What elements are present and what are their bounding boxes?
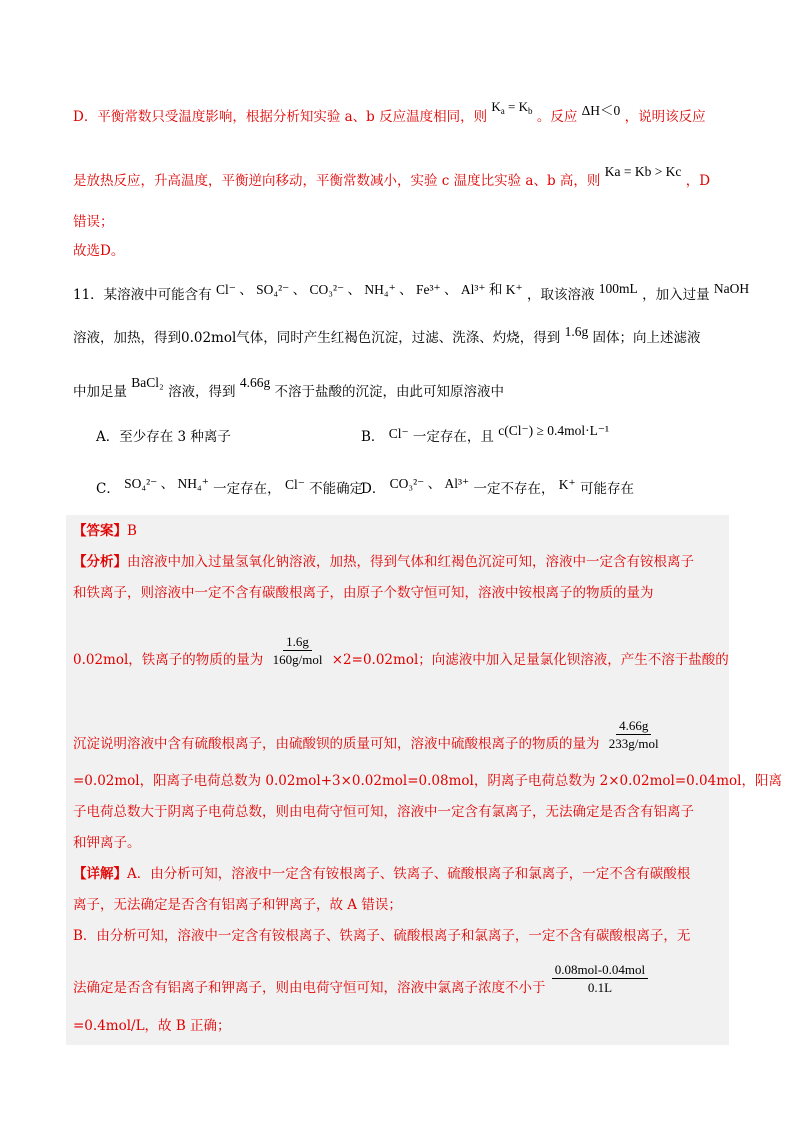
stem-text: 溶液，加热，得到0.02mol气体，同时产生红褐色沉淀，过滤、洗涤、灼烧，得到	[73, 330, 561, 346]
option-b-text: 一定存在，且	[412, 429, 494, 445]
analysis-line-6: 子电荷总数大于阴离子电荷总数，则由电荷守恒可知，溶液中一定含有氯离子，无法确定是否含有铝离子	[73, 804, 694, 820]
detail-line-1	[73, 865, 690, 883]
analysis-line-1	[73, 553, 694, 571]
prev-text: ，D	[685, 173, 711, 189]
bacl2: BaCl₂	[131, 375, 164, 390]
detail-text: A．由分析可知，溶液中一定含有铵根离子、铁离子、硫酸根离子和氯离子，一定不含有碳酸根	[127, 866, 691, 882]
cl-ion: Cl⁻	[284, 477, 305, 492]
prev-line-4: 故选D。	[73, 243, 125, 259]
option-c-text: 一定存在，	[213, 481, 281, 497]
volume: 100mL	[598, 281, 638, 296]
analysis-text: 0.02mol，铁离子的物质的量为	[73, 652, 264, 668]
analysis-text: 由溶液中加入过量氢氧化钠溶液，加热，得到气体和红褐色沉淀可知，溶液中一定含有铵根离子	[127, 554, 694, 570]
option-d-text: 可能存在	[579, 481, 634, 497]
fraction-numerator: 1.6g	[283, 634, 312, 651]
fraction-numerator: 4.66g	[616, 718, 651, 735]
stem-text: 固体；向上述滤液	[592, 330, 701, 346]
fraction-denominator: 160g/mol	[272, 652, 323, 667]
prev-text: 。反应	[536, 109, 578, 125]
option-c-text: 不能确定	[309, 481, 364, 497]
detail-line-2: 离子，无法确定是否含有铝离子和钾离子，故 A 错误；	[73, 897, 402, 913]
cl-concentration: c(Cl⁻) ≥ 0.4mol·L⁻¹	[498, 423, 610, 438]
option-c-letter: C．	[96, 481, 120, 497]
cl-ion: Cl⁻	[388, 426, 409, 441]
option-d	[361, 476, 634, 498]
fraction-numerator: 0.08mol-0.04mol	[552, 962, 648, 979]
prev-line-2	[73, 164, 711, 190]
analysis-line-4	[73, 718, 664, 751]
analysis-text: ×2=0.02mol；向滤液中加入足量氯化钡溶液，产生不溶于盐酸的	[331, 652, 729, 668]
stem-text: ，取该溶液	[526, 287, 595, 303]
fraction-cl	[552, 962, 648, 995]
option-c	[96, 476, 364, 498]
option-b-letter: B．	[361, 429, 385, 445]
option-d-ions: CO₃²⁻ 、 Al³⁺	[389, 476, 470, 491]
detail-label: 【详解】	[73, 866, 127, 882]
analysis-line-2: 和铁离子，则溶液中一定不含有碳酸根离子，由原子个数守恒可知，溶液中铵根离子的物质的量为	[73, 585, 654, 601]
prev-line-1	[73, 99, 706, 130]
analysis-line-3	[73, 634, 729, 667]
k-ion: K⁺	[558, 477, 576, 492]
prev-text: 是放热反应，升高温度，平衡逆向移动，平衡常数减小，实验 c 温度比实验 a、b 高，则	[73, 173, 601, 189]
ion-list: Cl⁻ 、 SO₄²⁻ 、 CO₃²⁻ 、 NH₄⁺ 、 Fe³⁺ 、 Al³⁺ 和 K⁺	[215, 282, 523, 297]
answer-value: B	[127, 523, 137, 539]
mass-1: 1.6g	[564, 324, 589, 339]
answer-label: 【答案】	[73, 523, 127, 539]
stem-text: 11．某溶液中可能含有	[73, 287, 212, 303]
fraction-so4	[606, 718, 662, 751]
k-order: Ka = Kb > Kc	[604, 164, 682, 179]
stem-text: ，加入过量	[642, 287, 710, 303]
analysis-line-5: =0.02mol，阳离子电荷总数为 0.02mol+3×0.02mol=0.08mol，阴离子电荷总数为 2×0.02mol=0.04mol，阳离	[73, 773, 782, 789]
option-b	[361, 423, 610, 446]
q11-stem-2	[73, 324, 701, 347]
delta-h: ΔH＜0	[581, 103, 621, 118]
fraction-fe	[270, 634, 326, 667]
option-d-letter: D．	[361, 481, 386, 497]
fraction-denominator: 233g/mol	[608, 736, 659, 751]
detail-text: 法确定是否含有铝离子和钾离子，则由电荷守恒可知，溶液中氯离子浓度不小于	[73, 980, 546, 996]
analysis-line-7: 和钾离子。	[73, 835, 141, 851]
mass-2: 4.66g	[239, 375, 271, 390]
stem-text: 中加足量	[73, 384, 127, 400]
prev-text: D．平衡常数只受温度影响，根据分析知实验 a、b 反应温度相同，则	[73, 109, 488, 125]
q11-stem-1	[73, 281, 750, 304]
detail-line-5: =0.4mol/L，故 B 正确；	[73, 1018, 231, 1034]
prev-text: ，说明该反应	[624, 109, 706, 125]
q11-stem-3	[73, 375, 505, 401]
ka-eq-kb: $K_a = K_b$	[491, 99, 533, 116]
option-a: A．至少存在 3 种离子	[96, 429, 231, 445]
detail-line-4	[73, 962, 650, 995]
detail-line-3: B．由分析可知，溶液中一定含有铵根离子、铁离子、硫酸根离子和氯离子，一定不含有碳酸根离子，无	[73, 928, 691, 944]
option-d-text: 一定不存在，	[473, 481, 555, 497]
answer-line	[73, 522, 137, 540]
stem-text: 不溶于盐酸的沉淀，由此可知原溶液中	[274, 384, 505, 400]
stem-text: 溶液，得到	[168, 384, 236, 400]
option-c-ions: SO₄²⁻ 、 NH₄⁺	[124, 476, 209, 491]
analysis-label: 【分析】	[73, 554, 127, 570]
analysis-text: 沉淀说明溶液中含有硫酸根离子，由硫酸钡的质量可知，溶液中硫酸根离子的物质的量为	[73, 736, 600, 752]
prev-line-3: 错误；	[73, 214, 114, 230]
naoh: NaOH	[713, 281, 750, 296]
fraction-denominator: 0.1L	[587, 980, 613, 995]
